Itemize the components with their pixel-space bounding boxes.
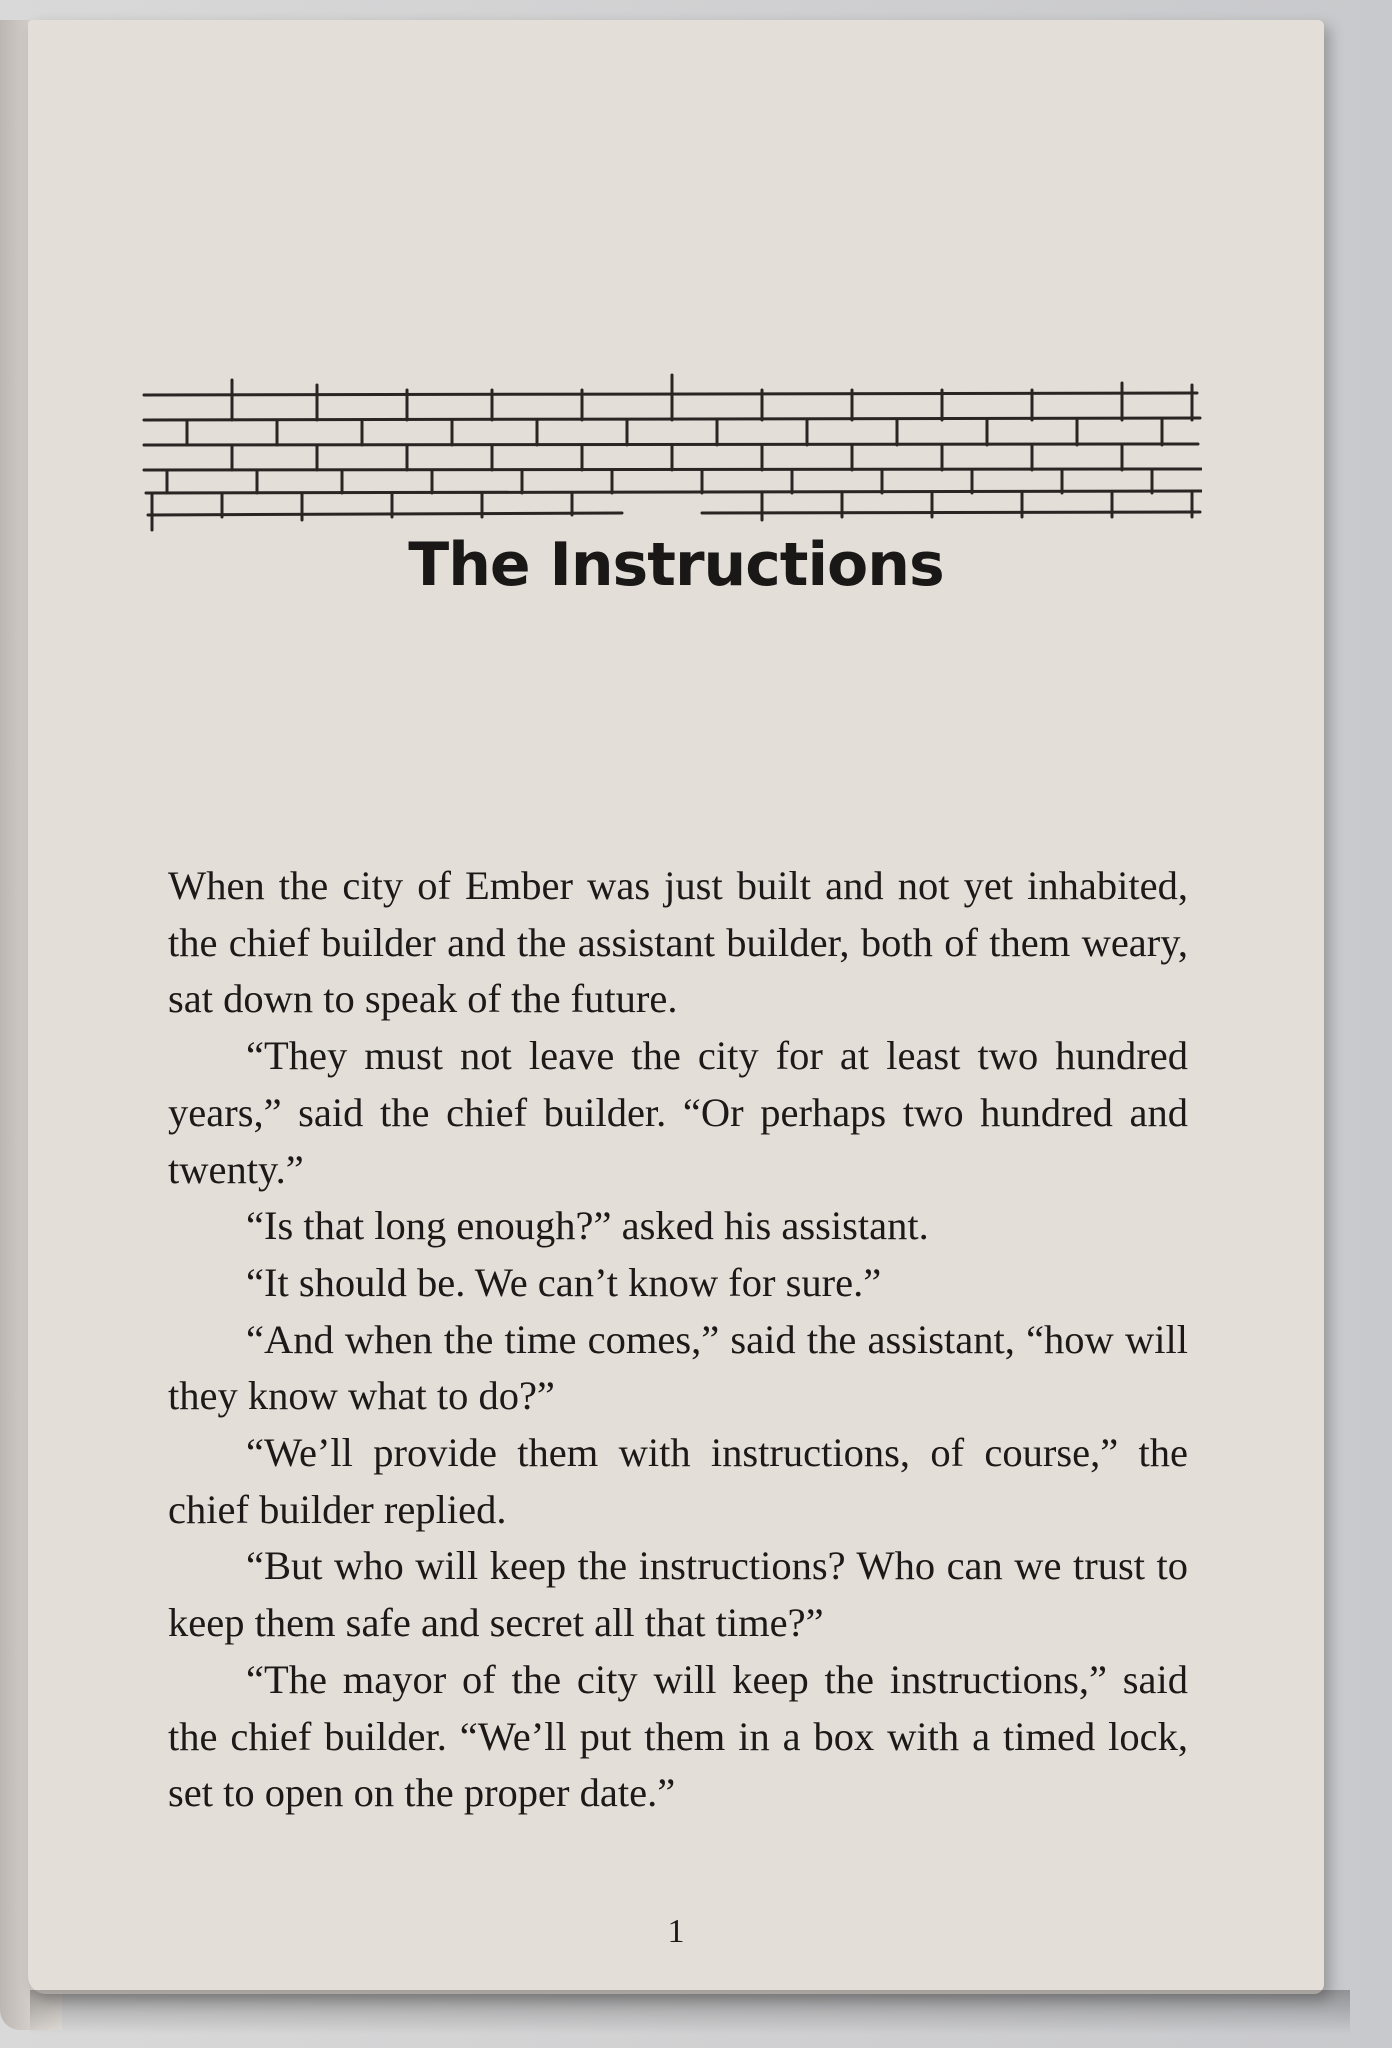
paragraph: “We’ll provide them with instructions, of course,” the chief builder replied. <box>168 1430 1188 1532</box>
paragraph: “It should be. We can’t know for sure.” <box>246 1259 882 1305</box>
book-page <box>28 20 1324 1994</box>
page-shadow <box>30 1990 1350 2034</box>
paragraph: When the city of Ember was just built and not yet inhabited, the chief builder and the assistant builder, both of them weary, sat down to speak of the future. <box>168 863 1188 1022</box>
paragraph: “But who will keep the instructions? Who can we trust to keep them safe and secret all that time?” <box>168 1543 1188 1646</box>
paragraph: “The mayor of the city will keep the instructions,” said the chief builder. “We’ll put them in a box with a timed lock, set to open on the proper date.” <box>168 1656 1188 1816</box>
paragraph: “They must not leave the city for at least two hundred years,” said the chief builder. “Or perhaps two hundred and twenty.” <box>168 1033 1188 1192</box>
paragraph: “Is that long enough?” asked his assistant. <box>246 1203 929 1249</box>
brick-wall-icon <box>142 345 1202 535</box>
chapter-title: The Instructions <box>408 530 944 600</box>
page-number: 1 <box>667 1913 685 1950</box>
chapter-body <box>168 858 1188 1822</box>
paragraph: “And when the time comes,” said the assistant, “how will they know what to do?” <box>168 1316 1188 1419</box>
